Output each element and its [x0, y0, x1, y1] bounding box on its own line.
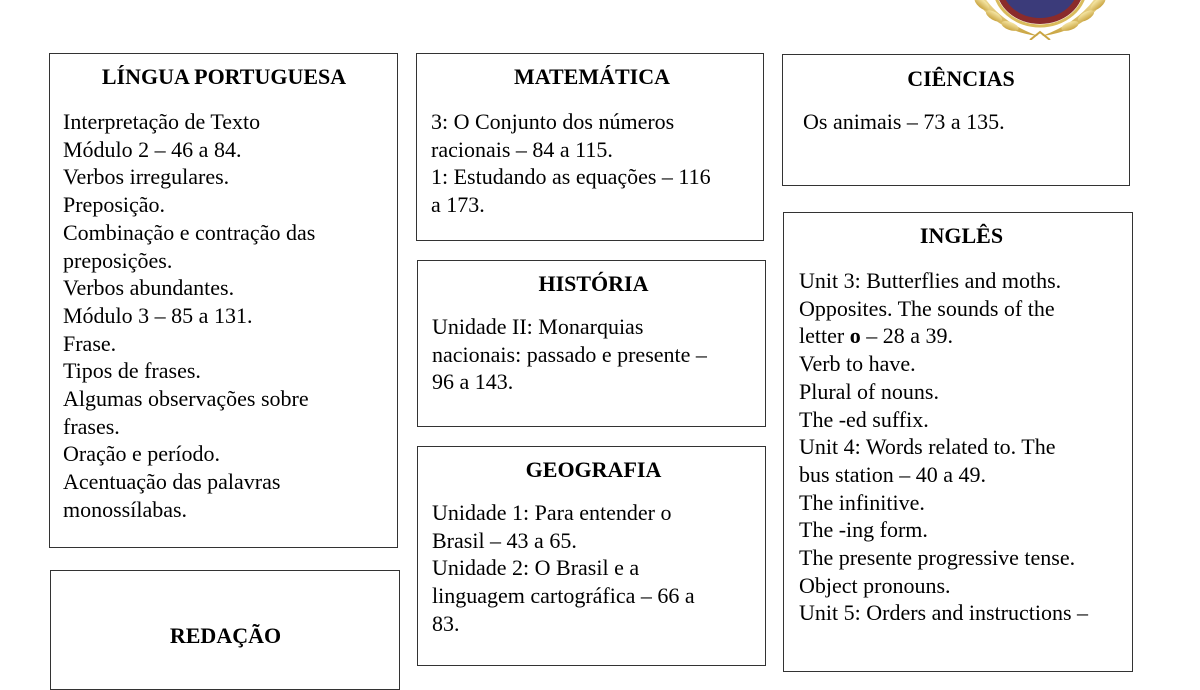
content-line: Verbos abundantes. — [63, 275, 235, 301]
content-line: preposições. — [63, 247, 173, 273]
content-line: 96 a 143. — [432, 369, 514, 395]
content-line: Opposites. The sounds of the — [799, 295, 1055, 321]
subject-content — [799, 267, 1124, 627]
content-line: Brasil – 43 a 65. — [432, 527, 577, 553]
subject-box-geografia — [417, 446, 766, 666]
content-line: Os animais – 73 a 135. — [803, 109, 1005, 134]
content-line: nacionais: passado e presente – — [432, 341, 707, 367]
content-line: Acentuação das palavras — [63, 469, 281, 495]
content-line: Interpretação de Texto — [63, 109, 261, 134]
content-line: 1: Estudando as equações – 116 — [431, 164, 711, 190]
content-line: Unidade 1: Para entender o — [432, 500, 672, 525]
subject-box-redacao — [50, 570, 400, 690]
subject-box-ciencias — [782, 54, 1130, 186]
content-line: Verb to have. — [799, 351, 916, 377]
subject-title: HISTÓRIA — [538, 271, 649, 296]
content-line: monossílabas. — [63, 496, 188, 522]
content-line: The -ed suffix. — [799, 406, 929, 432]
content-line: Unidade 2: O Brasil e a — [432, 555, 640, 581]
content-line: a 173. — [431, 192, 485, 218]
bold-letter: o — [849, 323, 861, 349]
content-line: racionais – 84 a 115. — [431, 136, 613, 162]
content-line: Módulo 2 – 46 a 84. — [63, 136, 242, 162]
subject-title: LÍNGUA PORTUGUESA — [101, 64, 347, 89]
content-line: Object pronouns. — [799, 572, 951, 598]
content-line: 83. — [432, 610, 460, 636]
content-line: Tipos de frases. — [63, 358, 201, 384]
content-line — [799, 322, 1124, 350]
subject-title: MATEMÁTICA — [513, 64, 671, 89]
content-line: Unidade II: Monarquias — [432, 314, 644, 339]
content-text: letter — [799, 323, 850, 349]
content-line: Plural of nouns. — [799, 378, 939, 404]
content-line: frases. — [63, 413, 120, 439]
content-line: Unit 3: Butterflies and moths. — [799, 268, 1062, 293]
subject-box-ingles — [783, 212, 1133, 672]
content-line: The infinitive. — [799, 489, 925, 515]
content-text: – 28 a 39. — [860, 323, 953, 349]
content-line: linguagem cartográfica – 66 a — [432, 583, 695, 609]
content-line: Verbos irregulares. — [63, 164, 230, 190]
content-line: Frase. — [63, 330, 117, 356]
content-line: Unit 5: Orders and instructions – — [799, 600, 1089, 626]
subject-title: GEOGRAFIA — [525, 457, 662, 482]
subject-title: CIÊNCIAS — [907, 66, 1015, 91]
content-line: Unit 4: Words related to. The — [799, 434, 1056, 460]
content-line: 3: O Conjunto dos números — [431, 109, 675, 134]
content-line: Preposição. — [63, 192, 166, 218]
subject-content — [63, 108, 385, 524]
content-line: The presente progressive tense. — [799, 545, 1076, 571]
content-line: Oração e período. — [63, 441, 220, 467]
subject-content — [432, 313, 755, 396]
subject-box-matematica — [416, 53, 764, 241]
subject-box-portugues — [49, 53, 398, 548]
laurel-wreath-crest-icon — [960, 0, 1120, 40]
subject-content — [803, 108, 1119, 136]
subject-title: REDAÇÃO — [169, 623, 282, 648]
subject-content — [431, 108, 753, 219]
subject-box-historia — [417, 260, 766, 427]
subject-content — [432, 499, 755, 638]
subject-title: INGLÊS — [919, 223, 1004, 248]
content-line: bus station – 40 a 49. — [799, 461, 986, 487]
content-line: Algumas observações sobre — [63, 386, 309, 412]
content-line: Combinação e contração das — [63, 219, 316, 245]
content-line: The -ing form. — [799, 517, 928, 543]
content-line: Módulo 3 – 85 a 131. — [63, 302, 253, 328]
